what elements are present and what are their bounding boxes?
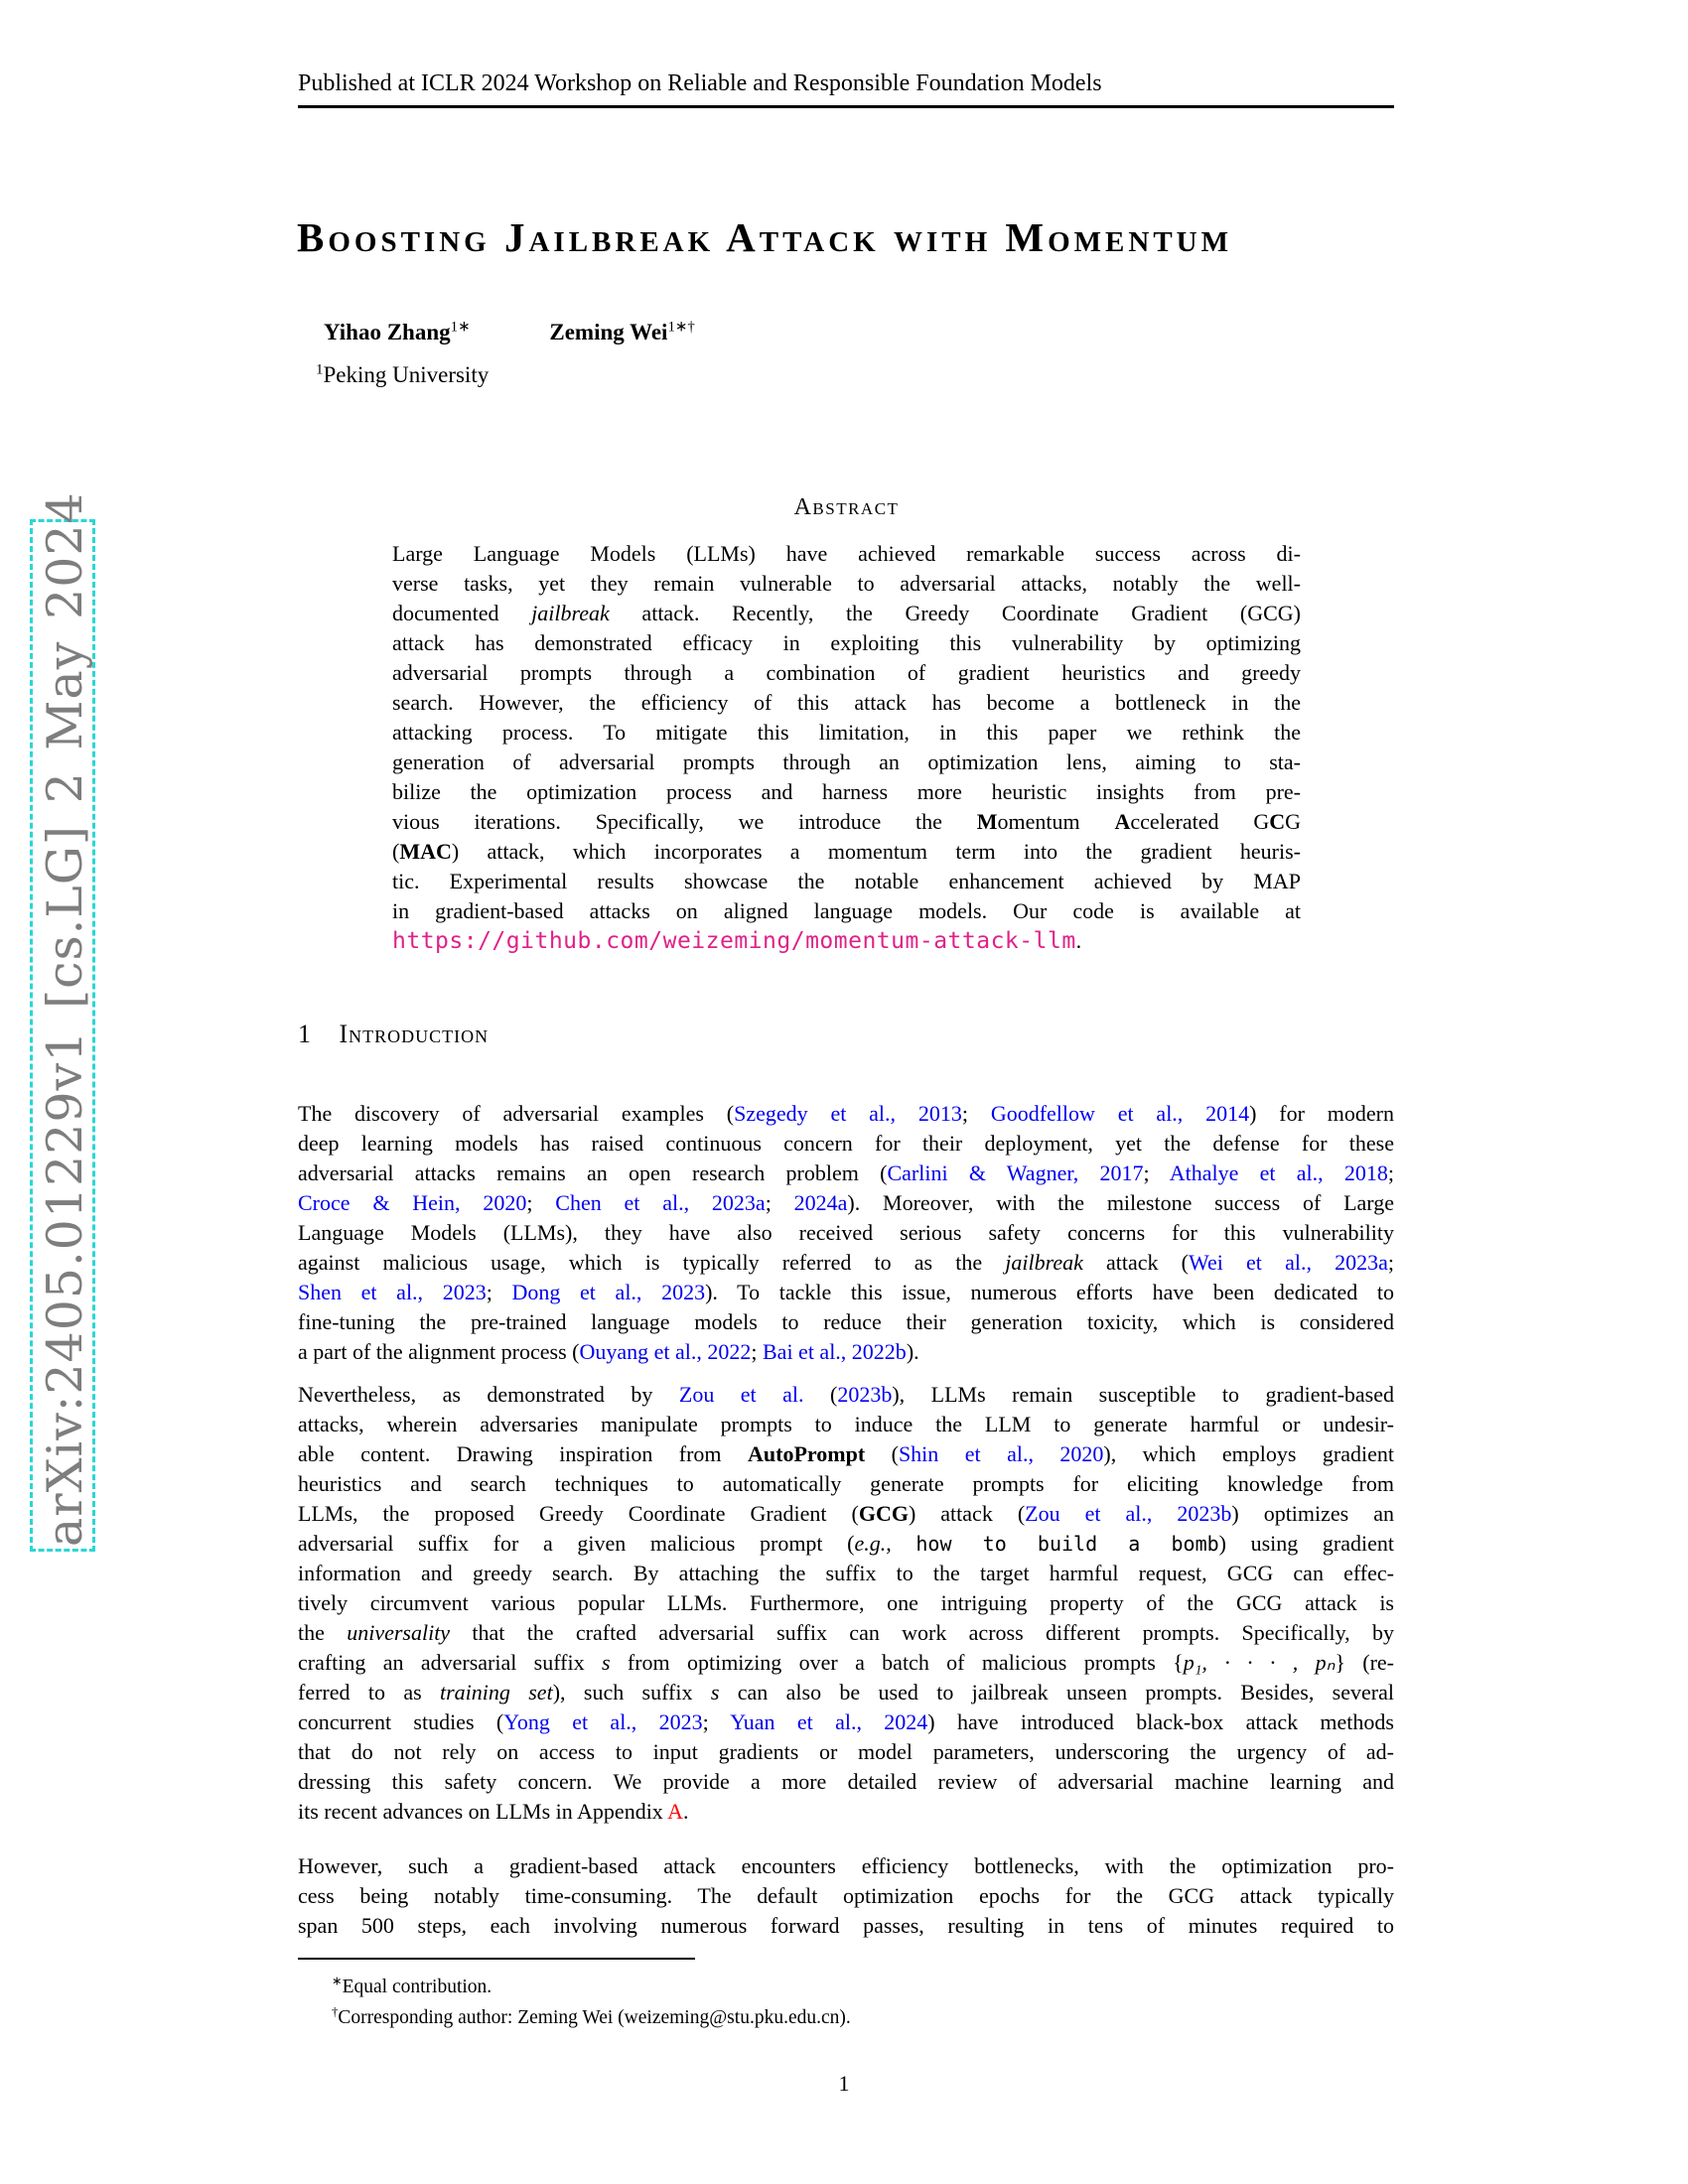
text-segment: s	[710, 1680, 720, 1705]
affiliation-name: Peking University	[323, 362, 490, 387]
footnotes	[298, 1972, 1394, 2033]
text-segment: a part of the alignment process (	[298, 1339, 580, 1364]
text-line	[392, 539, 1301, 569]
citation-link[interactable]: Shen et al., 2023	[298, 1280, 487, 1304]
text-segment: search. However, the efficiency of this attack has become a bottleneck in the	[392, 690, 1301, 715]
text-segment: .	[1075, 928, 1082, 953]
citation-link[interactable]: Goodfellow et al., 2014	[990, 1101, 1250, 1126]
text-segment: ;	[486, 1280, 512, 1304]
url-link[interactable]: https://github.com/weizeming/momentum-attack-llm	[392, 928, 1076, 954]
text-line	[298, 1188, 1394, 1218]
text-segment: heuristics and search techniques to automatically generate prompts for eliciting knowledge from	[298, 1471, 1394, 1496]
text-line	[392, 658, 1301, 688]
author-2-superscript: 1∗†	[667, 319, 695, 336]
text-line	[392, 688, 1301, 718]
text-segment: Language Models (LLMs), they have also received serious safety concerns for this vulnerability	[298, 1220, 1394, 1245]
section-number: 1	[298, 1020, 312, 1048]
text-segment: ) attack, which incorporates a momentum term into the gradient heuris-	[451, 839, 1301, 864]
text-segment: G	[1285, 809, 1301, 834]
text-segment: ;	[751, 1339, 763, 1364]
author-2-name: Zeming Wei	[549, 320, 668, 344]
citation-link[interactable]: Croce & Hein, 2020	[298, 1190, 527, 1215]
appendix-ref-link[interactable]: A	[667, 1799, 683, 1824]
text-segment: ;	[961, 1101, 991, 1126]
text-segment: ).	[906, 1339, 919, 1364]
text-segment: ), LLMs remain susceptible to gradient-based	[892, 1382, 1394, 1407]
header-rule	[298, 105, 1394, 108]
text-segment: ,	[886, 1531, 916, 1556]
text-segment: adversarial prompts through a combination of gradient heuristics and greedy	[392, 660, 1301, 685]
text-segment: its recent advances on LLMs in Appendix	[298, 1799, 668, 1824]
text-line	[298, 1529, 1394, 1559]
text-segment: documented	[392, 601, 532, 625]
text-segment: that the crafted adversarial suffix can work across different prompts. Specifically, by	[450, 1620, 1394, 1645]
text-segment: ;	[1143, 1160, 1170, 1185]
text-segment: tively circumvent various popular LLMs. Furthermore, one intriguing property of the GCG attack is	[298, 1590, 1394, 1615]
text-line	[298, 1248, 1394, 1278]
text-segment: vious iterations. Specifically, we introduce the	[392, 809, 977, 834]
text-line	[392, 599, 1301, 628]
text-segment: (	[865, 1441, 899, 1466]
text-segment: C	[1269, 809, 1286, 834]
footnote-marker: ∗	[332, 1974, 343, 1988]
text-segment: attacks, wherein adversaries manipulate prompts to induce the LLM to generate harmful or undesir-	[298, 1412, 1394, 1436]
text-segment: Large Language Models (LLMs) have achieved remarkable success across di-	[392, 541, 1301, 566]
text-line	[298, 1588, 1394, 1618]
citation-link[interactable]: Yuan et al., 2024	[730, 1709, 928, 1734]
text-segment: deep learning models has raised continuous concern for their deployment, yet the defense for these	[298, 1131, 1394, 1156]
text-segment: } (re-	[1335, 1650, 1394, 1675]
citation-link[interactable]: Chen et al., 2023a	[555, 1190, 766, 1215]
citation-link[interactable]: Wei et al., 2023a	[1189, 1250, 1388, 1275]
citation-link[interactable]: Yong et al., 2023	[503, 1709, 703, 1734]
author-2	[549, 320, 695, 344]
text-segment: attack (	[1082, 1250, 1190, 1275]
text-segment: AutoPrompt	[748, 1441, 866, 1466]
text-segment: e.g.	[854, 1531, 887, 1556]
text-segment: against malicious usage, which is typically referred to as the	[298, 1250, 1006, 1275]
text-segment: ;	[765, 1190, 794, 1215]
authors-line	[324, 318, 1416, 347]
text-segment: ;	[526, 1190, 556, 1215]
text-segment: M	[976, 809, 998, 834]
text-segment: However, such a gradient-based attack encounters efficiency bottlenecks, with the optimization pro-	[298, 1853, 1394, 1878]
text-segment: attacking process. To mitigate this limitation, in this paper we rethink the	[392, 720, 1301, 745]
citation-link[interactable]: Dong et al., 2023	[511, 1280, 706, 1304]
text-line	[298, 1767, 1394, 1797]
text-segment: ). Moreover, with the milestone success of Large	[847, 1190, 1394, 1215]
text-segment: fine-tuning the pre-trained language models to reduce their generation toxicity, which is considered	[298, 1309, 1394, 1334]
text-line	[298, 1380, 1394, 1410]
text-segment: crafting an adversarial suffix	[298, 1650, 602, 1675]
text-segment: in gradient-based attacks on aligned language models. Our code is available at	[392, 898, 1301, 923]
citation-link[interactable]: 2024a	[793, 1190, 848, 1215]
intro-section-heading	[298, 1019, 1394, 1050]
text-segment: jailbreak	[1005, 1250, 1083, 1275]
footnote-marker: †	[332, 2004, 339, 2019]
text-line	[392, 777, 1301, 807]
text-line	[298, 1911, 1394, 1941]
text-line	[298, 1278, 1394, 1307]
text-line	[298, 1618, 1394, 1648]
text-segment: cess being notably time-consuming. The default optimization epochs for the GCG attack typically	[298, 1883, 1394, 1908]
text-line	[298, 1499, 1394, 1529]
text-line	[392, 896, 1301, 926]
text-line	[298, 1737, 1394, 1767]
text-segment: s	[601, 1650, 611, 1675]
text-segment: ;	[1387, 1160, 1394, 1185]
text-line	[298, 1337, 1394, 1367]
text-segment: ) using gradient	[1218, 1531, 1394, 1556]
text-segment: ), such suffix	[552, 1680, 711, 1705]
text-line	[298, 1159, 1394, 1188]
text-line	[298, 1469, 1394, 1499]
text-line	[298, 1099, 1394, 1129]
arxiv-stamp-text: arXiv:2405.01229v1 [cs.LG] 2 May 2024	[37, 491, 93, 1547]
intro-paragraph-3	[298, 1851, 1394, 1941]
abstract-heading: Abstract	[793, 494, 900, 520]
text-segment: attack. Recently, the Greedy Coordinate Gradient (GCG)	[609, 601, 1301, 625]
text-segment: LLMs, the proposed Greedy Coordinate Gradient (	[298, 1501, 859, 1526]
text-line	[298, 1559, 1394, 1588]
text-segment: concurrent studies (	[298, 1709, 504, 1734]
text-segment: ;	[1387, 1250, 1394, 1275]
text-segment: Equal contribution.	[342, 1977, 492, 1997]
citation-link[interactable]: 2023b	[837, 1382, 893, 1407]
text-segment: omentum	[997, 809, 1115, 834]
text-line	[392, 807, 1301, 837]
text-segment: ) for modern	[1249, 1101, 1394, 1126]
text-segment: ) attack (	[908, 1501, 1026, 1526]
text-segment: ) optimizes an	[1231, 1501, 1394, 1526]
author-1-superscript: 1∗	[450, 319, 471, 336]
text-line	[298, 1678, 1394, 1707]
text-segment: (	[392, 839, 400, 864]
text-segment: ccelerated G	[1130, 809, 1270, 834]
text-line	[392, 867, 1301, 896]
citation-link[interactable]: Zou et al.	[678, 1382, 804, 1407]
text-segment: Corresponding author: Zeming Wei (weizeming@stu.pku.edu.cn).	[338, 2007, 851, 2028]
text-segment: ), which employs gradient	[1103, 1441, 1394, 1466]
text-segment: MAC	[399, 839, 452, 864]
citation-link[interactable]: Bai et al., 2022b	[763, 1339, 907, 1364]
text-segment: jailbreak	[531, 601, 610, 625]
text-line	[298, 1707, 1394, 1737]
text-line	[298, 1648, 1394, 1678]
text-line	[298, 1307, 1394, 1337]
text-segment: GCG	[858, 1501, 909, 1526]
abstract-body	[392, 539, 1301, 956]
footnote-rule	[298, 1958, 695, 1960]
text-segment: (	[803, 1382, 838, 1407]
section-title: Introduction	[339, 1020, 490, 1048]
text-line	[298, 1797, 1394, 1827]
text-segment: .	[682, 1799, 689, 1824]
text-segment: bilize the optimization process and harness more heuristic insights from pre-	[392, 779, 1301, 804]
intro-paragraph-1	[298, 1099, 1394, 1367]
intro-paragraph-2	[298, 1380, 1394, 1827]
text-segment: attack has demonstrated efficacy in exploiting this vulnerability by optimizing	[392, 630, 1301, 655]
citation-link[interactable]: Athalye et al., 2018	[1169, 1160, 1388, 1185]
text-segment: tic. Experimental results showcase the notable enhancement achieved by MAP	[392, 869, 1301, 893]
text-line	[392, 748, 1301, 777]
text-segment: how to build a bomb	[915, 1532, 1219, 1556]
text-line	[298, 2002, 1394, 2033]
text-line	[298, 1972, 1394, 2002]
text-line	[392, 628, 1301, 658]
text-segment: generation of adversarial prompts through an optimization lens, aiming to sta-	[392, 750, 1301, 774]
text-line	[298, 1439, 1394, 1469]
text-line	[392, 926, 1301, 956]
text-segment: verse tasks, yet they remain vulnerable to adversarial attacks, notably the well-	[392, 571, 1301, 596]
text-segment: span 500 steps, each involving numerous forward passes, resulting in tens of minutes required to	[298, 1913, 1394, 1938]
affiliation-line	[316, 360, 1408, 390]
text-line	[392, 569, 1301, 599]
text-segment: Nevertheless, as demonstrated by	[298, 1382, 679, 1407]
text-segment: adversarial suffix for a given malicious prompt (	[298, 1531, 855, 1556]
text-segment: p₁, · · · , pₙ	[1183, 1650, 1336, 1675]
text-segment: universality	[347, 1620, 451, 1645]
text-segment: dressing this safety concern. We provide a more detailed review of adversarial machine learning and	[298, 1769, 1394, 1794]
paper-title: Boosting Jailbreak Attack with Momentum	[297, 214, 1232, 260]
text-segment: ferred to as	[298, 1680, 440, 1705]
text-line	[298, 1881, 1394, 1911]
text-segment: adversarial attacks remains an open research problem (	[298, 1160, 888, 1185]
text-line	[298, 1851, 1394, 1881]
citation-link[interactable]: Szegedy et al., 2013	[734, 1101, 962, 1126]
text-segment: A	[1114, 809, 1131, 834]
text-line	[392, 837, 1301, 867]
author-1	[324, 320, 471, 344]
text-segment: can also be used to jailbreak unseen prompts. Besides, several	[719, 1680, 1394, 1705]
text-line	[298, 1129, 1394, 1159]
affiliation-superscript: 1	[316, 361, 324, 378]
text-segment: The discovery of adversarial examples (	[298, 1101, 735, 1126]
text-segment: ) have introduced black-box attack methods	[927, 1709, 1394, 1734]
page-number: 1	[838, 2071, 850, 2096]
citation-link[interactable]: Shin et al., 2020	[898, 1441, 1104, 1466]
conference-header: Published at ICLR 2024 Workshop on Reliable and Responsible Foundation Models	[298, 70, 1102, 96]
text-segment: able content. Drawing inspiration from	[298, 1441, 748, 1466]
text-segment: from optimizing over a batch of malicious prompts {	[610, 1650, 1184, 1675]
citation-link[interactable]: Carlini & Wagner, 2017	[887, 1160, 1144, 1185]
citation-link[interactable]: Zou et al., 2023b	[1025, 1501, 1232, 1526]
text-segment: that do not rely on access to input gradients or model parameters, underscoring the urgency of ad-	[298, 1739, 1394, 1764]
text-line	[298, 1218, 1394, 1248]
text-segment: ). To tackle this issue, numerous efforts have been dedicated to	[705, 1280, 1394, 1304]
text-segment: ;	[702, 1709, 731, 1734]
text-segment: information and greedy search. By attaching the suffix to the target harmful request, GCG can effec-	[298, 1561, 1394, 1585]
text-segment: the	[298, 1620, 348, 1645]
text-line	[392, 718, 1301, 748]
text-segment: training set	[440, 1680, 553, 1705]
text-line	[298, 1410, 1394, 1439]
author-1-name: Yihao Zhang	[324, 320, 451, 344]
citation-link[interactable]: Ouyang et al., 2022	[579, 1339, 752, 1364]
